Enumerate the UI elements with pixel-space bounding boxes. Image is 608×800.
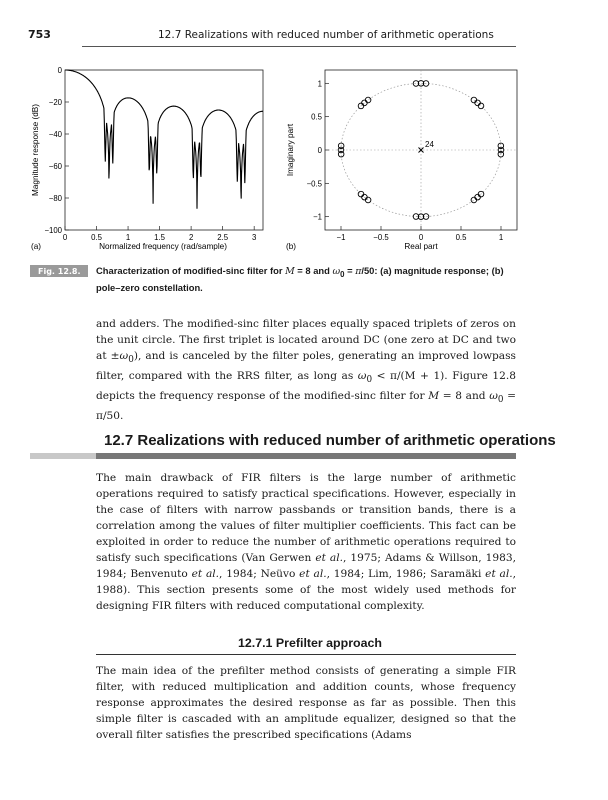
subsection-title: 12.7.1 Prefilter approach — [238, 636, 382, 650]
xtick-label-a: 0.5 — [91, 233, 102, 242]
plot-b-ylabel: Imaginary part — [286, 123, 295, 177]
section-title: 12.7 Realizations with reduced number of arithmetic operations — [104, 432, 556, 449]
figure-12-8 — [0, 55, 608, 260]
xtick-label-a: 0 — [62, 233, 68, 242]
zero-marker — [475, 194, 481, 200]
xtick-label-a: 2 — [188, 233, 194, 242]
section-bar-light — [30, 453, 96, 459]
zero-marker — [365, 97, 371, 103]
body-paragraph-2: The main drawback of FIR filters is the large number of arithmetic operations required to satisfy practical specifications. However, especially in the case of filters with narrow passbands or transition bands, there is a correlation among the values of filter multiplier coefficients. This fact can be exploited in order to reduce the number of arithmetic operations required to satisfy such specifications (Van Gerwen et al., 1975; Adams & Willson, 1983, 1984; Benvenuto et al., 1984; Neüvo et al., 1984; Lim, 1986; Saramäki et al., 1988). This section presents some of the most widely used methods for designing FIR filters with reduced computational complexity. — [96, 472, 517, 612]
ytick-label-b: 0 — [317, 146, 322, 155]
xtick-label-a: 1 — [125, 233, 131, 242]
figure-label: Fig. 12.8. — [30, 265, 88, 277]
ytick-label-a: −40 — [48, 130, 62, 139]
xtick-label-a: 2.5 — [217, 233, 229, 242]
body-paragraph-3: The main idea of the prefilter method consists of generating a simple FIR filter, with reduced multiplication and addition counts, whose frequency response approximates the desired response as far as possible. Then this simple filter is cascaded with an amplitude equalizer, designed so that the overall filter satisfies the prescribed specifications (Adams — [96, 665, 516, 741]
subsection-rule — [96, 654, 516, 655]
ytick-label-a: −80 — [48, 194, 62, 203]
ytick-label-a: −20 — [48, 98, 62, 107]
zero-marker — [478, 103, 484, 109]
xtick-label-a: 1.5 — [154, 233, 166, 242]
page-number: 753 — [28, 28, 51, 41]
magnitude-response-plot — [31, 66, 263, 251]
xtick-label-b: 0 — [418, 233, 424, 242]
pole-zero-plot — [286, 70, 517, 251]
xtick-label-b: −1 — [336, 233, 346, 242]
ytick-label-a: −100 — [44, 226, 62, 235]
section-bar-dark — [96, 453, 516, 459]
zero-marker — [358, 191, 364, 197]
xtick-label-b: 1 — [498, 233, 504, 242]
xtick-label-b: −0.5 — [373, 233, 389, 242]
plot-a-ylabel: Magnitude response (dB) — [31, 104, 40, 196]
plot-a-xlabel: Normalized frequency (rad/sample) — [99, 242, 227, 251]
header-rule — [82, 46, 516, 47]
plot-b-xlabel: Real part — [404, 242, 438, 251]
zero-marker — [471, 97, 477, 103]
panel-a-tag: (a) — [31, 242, 42, 251]
panel-b-tag: (b) — [286, 242, 297, 251]
figure-caption: Characterization of modified-sinc filter for M = 8 and $\omega_0 = \pi/50$: (a) magnitude response; (b) pole–zero constellation. — [96, 265, 504, 293]
zero-marker — [471, 197, 477, 203]
ytick-label-b: 0.5 — [311, 112, 322, 122]
body-paragraph-1: and adders. The modified-sinc filter places equally spaced triplets of zeros on the unit circle. The first triplet is located around DC (one zero at DC and two at $\pm\omega_0$), and is canceled by the filter poles, generating an improved lowpass filter, compared with the RRS filter, as long as $\omega_0 < \pi/(M + 1)$. Figure 12.8 depicts the frequency response of the modified-sinc filter for M = 8 and $\omega_0 = \pi/50$. — [96, 318, 516, 423]
running-title: 12.7 Realizations with reduced number of arithmetic operations — [158, 29, 494, 41]
ytick-label-b: −0.5 — [306, 179, 322, 189]
magnitude-curve — [65, 70, 263, 209]
ytick-label-a: −60 — [48, 162, 62, 171]
xtick-label-b: 0.5 — [455, 233, 467, 242]
pole-multiplicity: 24 — [425, 140, 434, 149]
plot-a-frame — [65, 70, 263, 230]
ytick-label-a: 0 — [57, 66, 62, 75]
xtick-label-a: 3 — [252, 233, 257, 242]
ytick-label-b: −1 — [313, 212, 322, 222]
ytick-label-b: 1 — [317, 79, 322, 89]
